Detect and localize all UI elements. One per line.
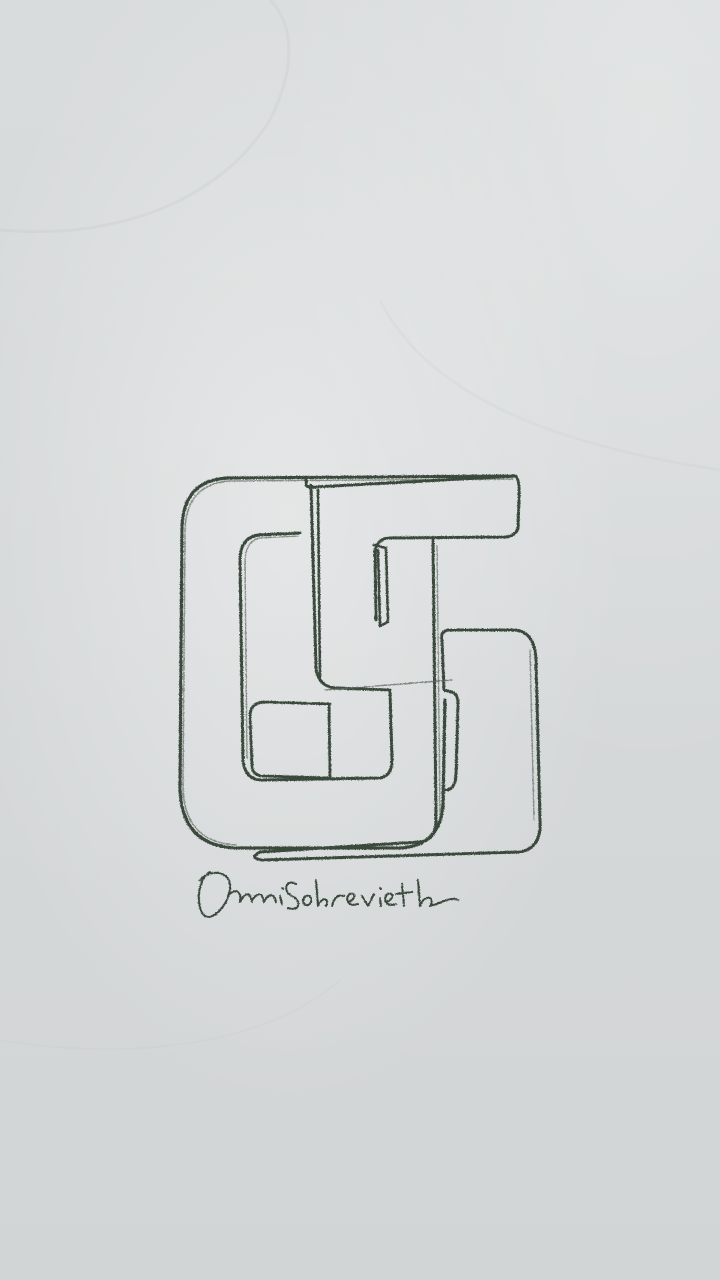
- logo-inner-c: [240, 485, 392, 780]
- logo-inner-square: [250, 702, 330, 778]
- logo-top-arm: [306, 476, 519, 620]
- logo-outer-shape: [180, 476, 515, 848]
- logo-center-stem: [318, 490, 388, 680]
- logo-g-tail: [254, 540, 540, 860]
- signature: [199, 872, 458, 917]
- logo-sketch: [180, 476, 540, 860]
